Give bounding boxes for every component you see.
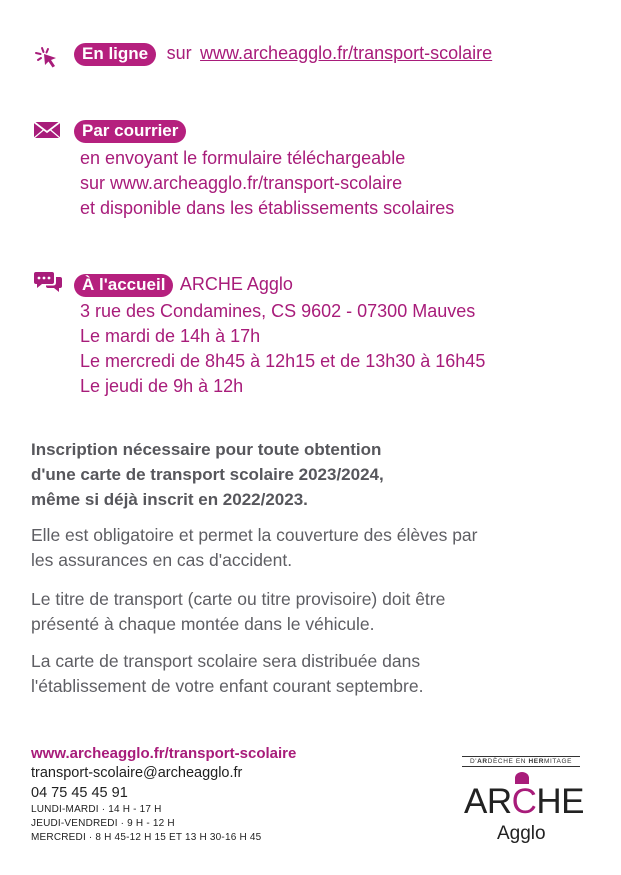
office-hours-line: Le mardi de 14h à 17h [80,326,261,346]
mail-line: en envoyant le formulaire téléchargeable [80,148,406,168]
online-label: En ligne [74,43,156,66]
paragraph-line: présenté à chaque montée dans le véhicule. [31,614,375,634]
paragraph-line: l'établissement de votre enfant courant septembre. [31,676,424,696]
notice-bold-line: Inscription nécessaire pour toute obtention [31,440,382,459]
online-row [74,43,492,66]
footer-email[interactable]: transport-scolaire@archeagglo.fr [31,765,243,781]
online-url-link[interactable]: www.archeagglo.fr/transport-scolaire [200,43,493,63]
paragraph-line: Le titre de transport (carte ou titre provisoire) doit être [31,589,446,609]
paragraph-line: les assurances en cas d'accident. [31,550,293,570]
office-details [80,299,485,399]
office-address: 3 rue des Condamines, CS 9602 - 07300 Mauves [80,301,476,321]
notice-bold-line: d'une carte de transport scolaire 2023/2024, [31,465,384,484]
logo-sub: Agglo [497,823,546,844]
mail-section [74,120,186,143]
online-prefix: sur [166,43,192,63]
mail-line: et disponible dans les établissements scolaires [80,198,455,218]
office-name: ARCHE Agglo [179,274,293,294]
arche-agglo-logo [462,756,585,852]
mail-line: sur www.archeagglo.fr/transport-scolaire [80,173,403,193]
footer-contacts [31,744,296,845]
notice-bold [31,437,384,512]
chat-bubbles-icon [33,270,63,299]
paragraph-line: La carte de transport scolaire sera distribuée dans [31,651,421,671]
office-hours-line: Le jeudi de 9h à 12h [80,376,244,396]
footer-url-link[interactable]: www.archeagglo.fr/transport-scolaire [31,745,297,762]
footer-phone: 04 75 45 45 91 [31,785,128,801]
paragraph-line: Elle est obligatoire et permet la couverture des élèves par [31,525,478,545]
notice-paragraph [31,649,423,699]
office-label: À l'accueil [74,274,173,297]
logo-wordmark: ARCHE [464,782,585,821]
notice-bold-line: même si déjà inscrit en 2022/2023. [31,490,308,509]
notice-paragraph [31,523,478,573]
envelope-icon [33,120,61,145]
mail-details [80,146,454,221]
footer-hours-line: JEUDI-VENDREDI · 9 H - 12 H [31,818,175,829]
logo-tagline: D'ARDÈCHE EN HERMITAGE [462,756,580,767]
notice-paragraph [31,587,445,637]
footer-hours-line: LUNDI-MARDI · 14 H - 17 H [31,804,162,815]
office-hours-line: Le mercredi de 8h45 à 12h15 et de 13h30 à 16h45 [80,351,486,371]
cursor-click-icon [34,44,62,75]
mail-label: Par courrier [74,120,186,143]
footer-hours-line: MERCREDI · 8 H 45-12 H 15 ET 13 H 30-16 H 45 [31,832,262,843]
office-row [74,274,293,297]
